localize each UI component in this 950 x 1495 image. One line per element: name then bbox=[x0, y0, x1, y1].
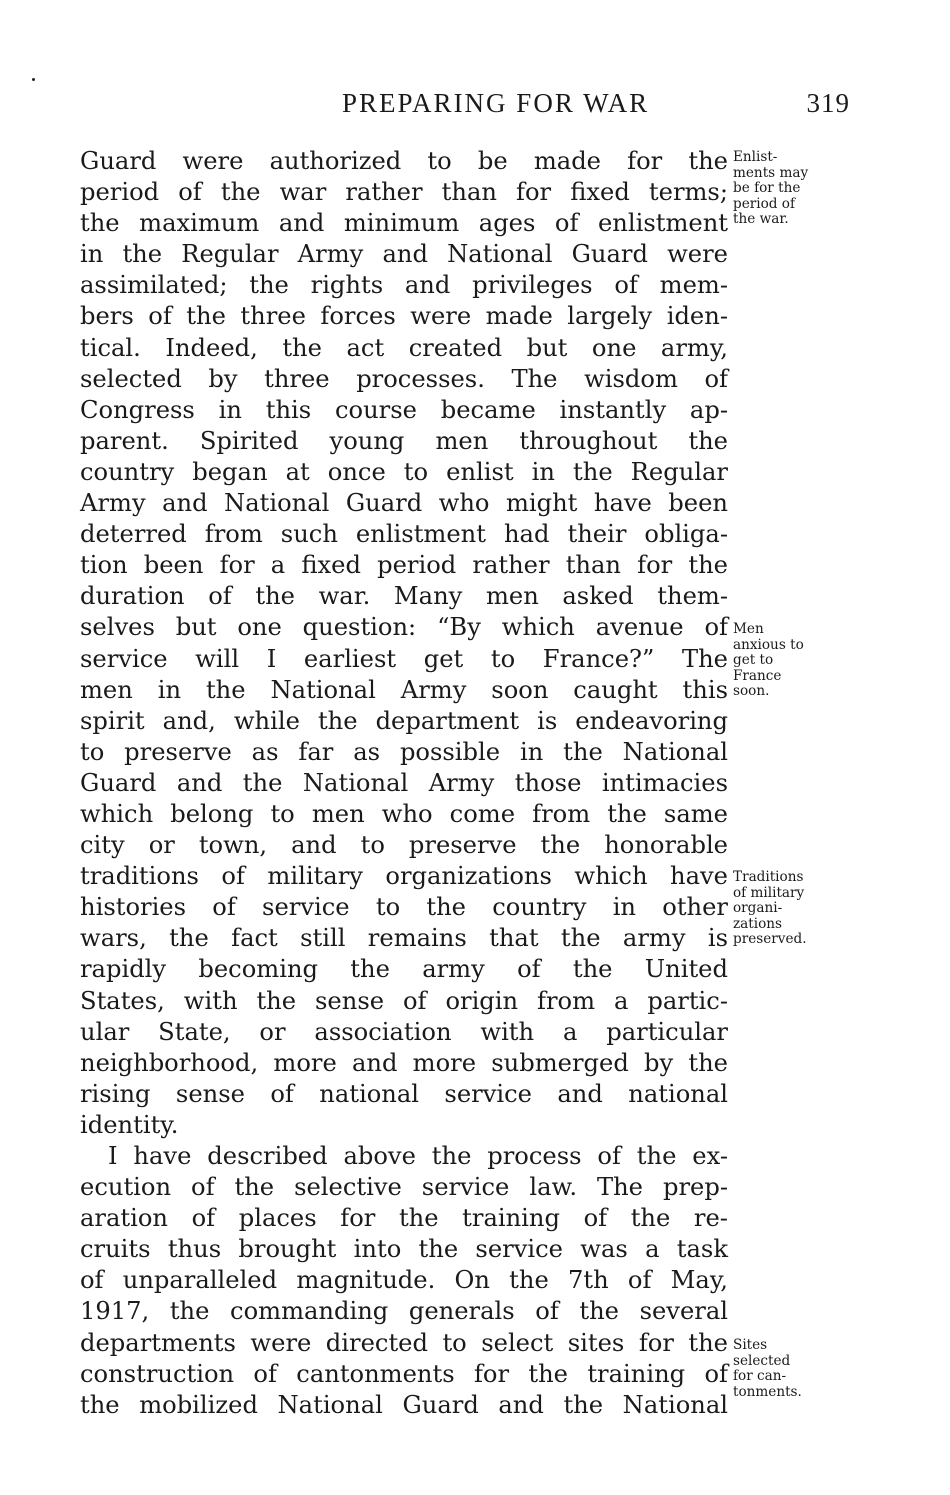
text-line: cruits thus brought into the service was a task bbox=[80, 1235, 728, 1264]
text-line: spirit and, while the department is endeavoring bbox=[80, 706, 728, 735]
paragraph-1 bbox=[80, 146, 728, 1141]
text-line: period of the war rather than for fixed terms; bbox=[80, 178, 728, 207]
running-title: PREPARING FOR WAR bbox=[342, 88, 650, 118]
margin-note-men-anxious bbox=[733, 622, 848, 700]
text-line: Guard were authorized to be made for the bbox=[80, 147, 728, 175]
margin-note-line: ments may bbox=[733, 164, 809, 181]
margin-note-line: for can- bbox=[733, 1368, 787, 1384]
text-line: deterred from such enlistment had their obliga- bbox=[80, 520, 728, 549]
text-line: country began at once to enlist in the Regular bbox=[80, 457, 728, 486]
margin-note-sites bbox=[733, 1338, 848, 1400]
text-line: identity. bbox=[80, 1110, 179, 1139]
text-line: selves but one question: “By which avenue of bbox=[80, 613, 728, 642]
text-line: tion been for a fixed period rather than for the bbox=[80, 551, 728, 580]
margin-note-line: Sites bbox=[733, 1337, 768, 1353]
text-line: traditions of military organizations which have bbox=[80, 862, 728, 891]
text-line: in the Regular Army and National Guard were bbox=[80, 240, 728, 269]
text-line: which belong to men who come from the same bbox=[80, 799, 728, 828]
margin-note-line: Traditions bbox=[733, 869, 804, 885]
margin-note-line: selected bbox=[733, 1352, 791, 1369]
text-line: parent. Spirited young men throughout the bbox=[80, 426, 728, 455]
margin-note-line: the war. bbox=[733, 211, 789, 227]
margin-note-line: zations bbox=[733, 915, 782, 932]
text-line: city or town, and to preserve the honorable bbox=[80, 831, 728, 860]
margin-note-traditions bbox=[733, 870, 848, 948]
text-line: neighborhood, more and more submerged by the bbox=[80, 1048, 728, 1077]
margin-note-line: of military bbox=[733, 884, 805, 901]
margin-note-line: Men bbox=[733, 621, 764, 637]
page-header bbox=[80, 88, 850, 128]
text-line: aration of places for the training of the re- bbox=[80, 1204, 728, 1233]
margin-note-line: soon. bbox=[733, 683, 770, 699]
text-line: bers of the three forces were made largely iden- bbox=[80, 302, 728, 331]
text-line: tical. Indeed, the act created but one army, bbox=[80, 333, 728, 362]
text-line: 1917, the commanding generals of the several bbox=[80, 1297, 728, 1326]
scan-speck bbox=[32, 78, 35, 81]
text-line: selected by three processes. The wisdom of bbox=[80, 364, 728, 393]
text-line: ecution of the selective service law. The prep- bbox=[80, 1173, 728, 1202]
margin-note-line: preserved. bbox=[733, 931, 807, 947]
text-line: assimilated; the rights and privileges of mem- bbox=[80, 271, 728, 300]
margin-note-line: anxious to bbox=[733, 636, 804, 653]
text-line: the mobilized National Guard and the National bbox=[80, 1390, 728, 1419]
text-line: service will I earliest get to France?” The bbox=[80, 644, 728, 673]
body-text bbox=[80, 146, 728, 1421]
text-line: the maximum and minimum ages of enlistment bbox=[80, 209, 728, 238]
text-line: construction of cantonments for the training of bbox=[80, 1359, 728, 1388]
text-line: rapidly becoming the army of the United bbox=[80, 955, 728, 984]
margin-note-enlistments bbox=[733, 150, 848, 228]
text-line: of unparalleled magnitude. On the 7th of May, bbox=[80, 1266, 728, 1295]
page-number: 319 bbox=[806, 88, 850, 118]
text-line: wars, the fact still remains that the army is bbox=[80, 924, 728, 953]
text-line: to preserve as far as possible in the National bbox=[80, 737, 728, 766]
text-line: Guard and the National Army those intimacies bbox=[80, 768, 728, 797]
margin-note-line: tonments. bbox=[733, 1383, 802, 1400]
text-line: Congress in this course became instantly ap- bbox=[80, 395, 728, 424]
margin-note-line: period of bbox=[733, 195, 796, 212]
text-line: rising sense of national service and national bbox=[80, 1079, 728, 1108]
text-line: duration of the war. Many men asked them- bbox=[80, 582, 728, 611]
margin-note-line: Enlist- bbox=[733, 149, 778, 165]
margin-note-line: be for the bbox=[733, 180, 801, 196]
text-line: States, with the sense of origin from a partic- bbox=[80, 986, 728, 1015]
margin-note-line: France bbox=[733, 667, 782, 684]
text-line: departments were directed to select sites for the bbox=[80, 1328, 728, 1357]
paragraph-2 bbox=[80, 1141, 728, 1421]
margin-note-line: get to bbox=[733, 652, 774, 668]
text-line: I have described above the process of the ex- bbox=[108, 1142, 728, 1170]
text-line: histories of service to the country in other bbox=[80, 893, 728, 922]
text-line: Army and National Guard who might have been bbox=[80, 489, 728, 518]
text-line: ular State, or association with a particular bbox=[80, 1017, 728, 1046]
margin-note-line: organi- bbox=[733, 900, 783, 916]
text-line: men in the National Army soon caught this bbox=[80, 675, 728, 704]
